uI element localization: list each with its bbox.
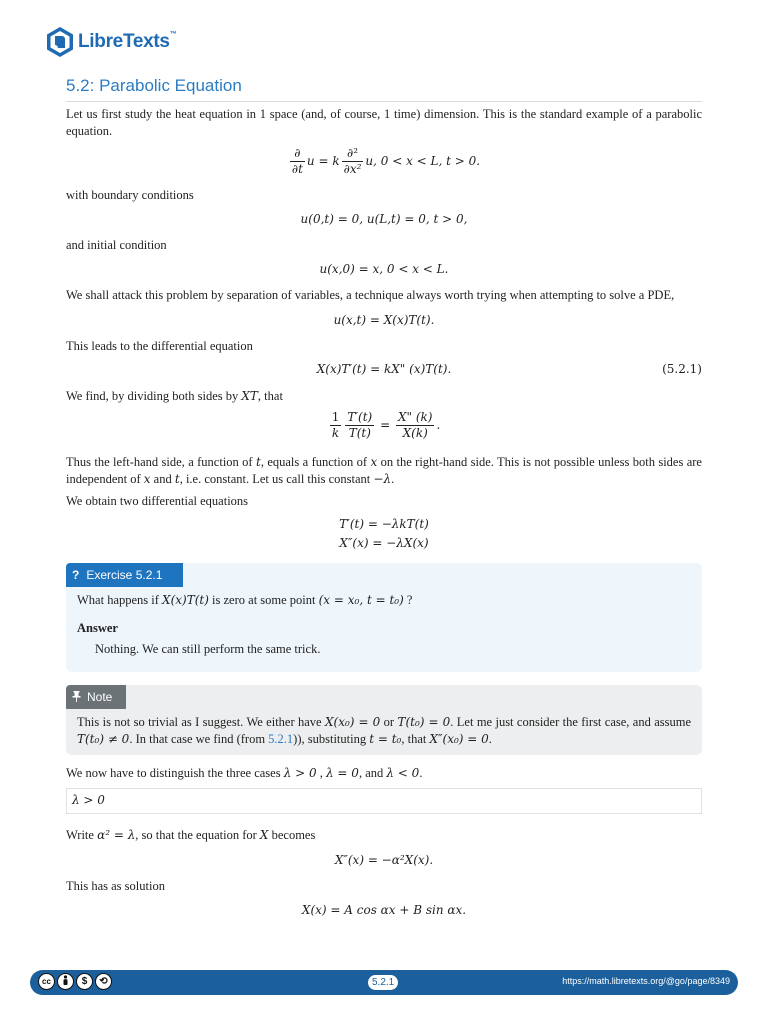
- page-url[interactable]: https://math.libretexts.org/@go/page/8349: [562, 976, 730, 986]
- page-title: 5.2: Parabolic Equation: [66, 76, 242, 95]
- libretexts-logo[interactable]: [46, 26, 176, 58]
- leads-paragraph: This leads to the differential equation: [66, 339, 253, 353]
- note-tag: Note: [66, 685, 126, 709]
- exercise-box: [66, 563, 702, 672]
- question-icon: ?: [72, 568, 80, 582]
- answer-toggle[interactable]: Answer: [77, 621, 118, 635]
- cc-icon: cc: [38, 973, 55, 990]
- title-divider: [66, 101, 702, 102]
- cc-license-badge[interactable]: [38, 973, 112, 990]
- libretexts-logo-icon: [46, 26, 74, 58]
- page-number: 5.2.1: [368, 975, 398, 990]
- pin-icon: [72, 691, 81, 702]
- intro-paragraph: Let us first study the heat equation in 1 space (and, of course, 1 time) dimension. This is the standard example of a parabolic equation.: [66, 107, 702, 138]
- initial-equation: u(x,0) = x, 0 < x < L.: [319, 262, 449, 276]
- sharealike-icon: ⟲: [95, 973, 112, 990]
- exercise-tag: ? Exercise 5.2.1: [66, 563, 183, 587]
- attribution-icon: [57, 973, 74, 990]
- equation-link[interactable]: 5.2.1: [268, 732, 294, 746]
- alpha-equation: X″(x) = −α²X(x).: [334, 853, 434, 867]
- noncommercial-icon: $: [76, 973, 93, 990]
- cases-paragraph: We now have to distinguish the three cases λ > 0 , λ = 0, and λ < 0.: [66, 766, 423, 780]
- page-footer: [30, 970, 738, 995]
- answer-text: Nothing. We can still perform the same trick.: [95, 642, 321, 656]
- note-box: [66, 685, 702, 755]
- heat-equation: $\frac{\partial}{\partial t}$ u = k $\frac{\text{∂²}}{\text{∂x²}}$ u, 0 < x < L, t > 0.: [291, 146, 481, 176]
- equation-5-2-1: X(x)T′(t) = kX" (x)T(t).: [316, 362, 452, 376]
- separation-paragraph: We shall attack this problem by separation of variables, a technique always worth trying when attempting to solve a PDE,: [66, 288, 675, 302]
- case-label: λ > 0: [72, 793, 105, 807]
- boundary-equation: u(0,t) = 0, u(L,t) = 0, t > 0,: [300, 212, 468, 226]
- lhs-paragraph: Thus the left-hand side, a function of t, equals a function of x on the right-hand side. This is not possible unless both sides are independent of x and t, i.e. constant. Let us call this constant −λ.: [66, 455, 702, 486]
- solution-equation: X(x) = A cos αx + B sin αx.: [301, 903, 467, 917]
- initial-label: and initial condition: [66, 238, 167, 252]
- two-equations-label: We obtain two differential equations: [66, 494, 249, 508]
- equation-number: (5.2.1): [662, 362, 702, 376]
- dividing-paragraph: We find, by dividing both sides by XT, that: [66, 389, 283, 403]
- ratio-equation: $\frac{1}{k}$ $\frac{T'(t)}{T(t)}$ = $\frac{X" (k)}{X(k)}$ .: [331, 410, 441, 440]
- equation-x: X″(x) = −λX(x): [339, 536, 429, 550]
- note-text: This is not so trivial as I suggest. We either have X(x₀) = 0 or T(t₀) = 0. Let me just consider the first case, and assume T(t₀) ≠ 0. In that case we find (from 5.2.1)), substituting t = t₀, that X″(x₀) = 0.: [77, 715, 692, 746]
- brand-name: LibreTexts™: [78, 31, 177, 52]
- boundary-label: with boundary conditions: [66, 188, 194, 202]
- write-paragraph: Write α² = λ, so that the equation for X becomes: [66, 828, 316, 842]
- separation-equation: u(x,t) = X(x)T(t).: [333, 313, 435, 327]
- exercise-question: What happens if X(x)T(t) is zero at some point (x = x₀, t = t₀) ?: [77, 593, 413, 607]
- equation-t: T′(t) = −λkT(t): [339, 517, 429, 531]
- solution-label: This has as solution: [66, 879, 165, 893]
- case-section-header[interactable]: [66, 788, 702, 814]
